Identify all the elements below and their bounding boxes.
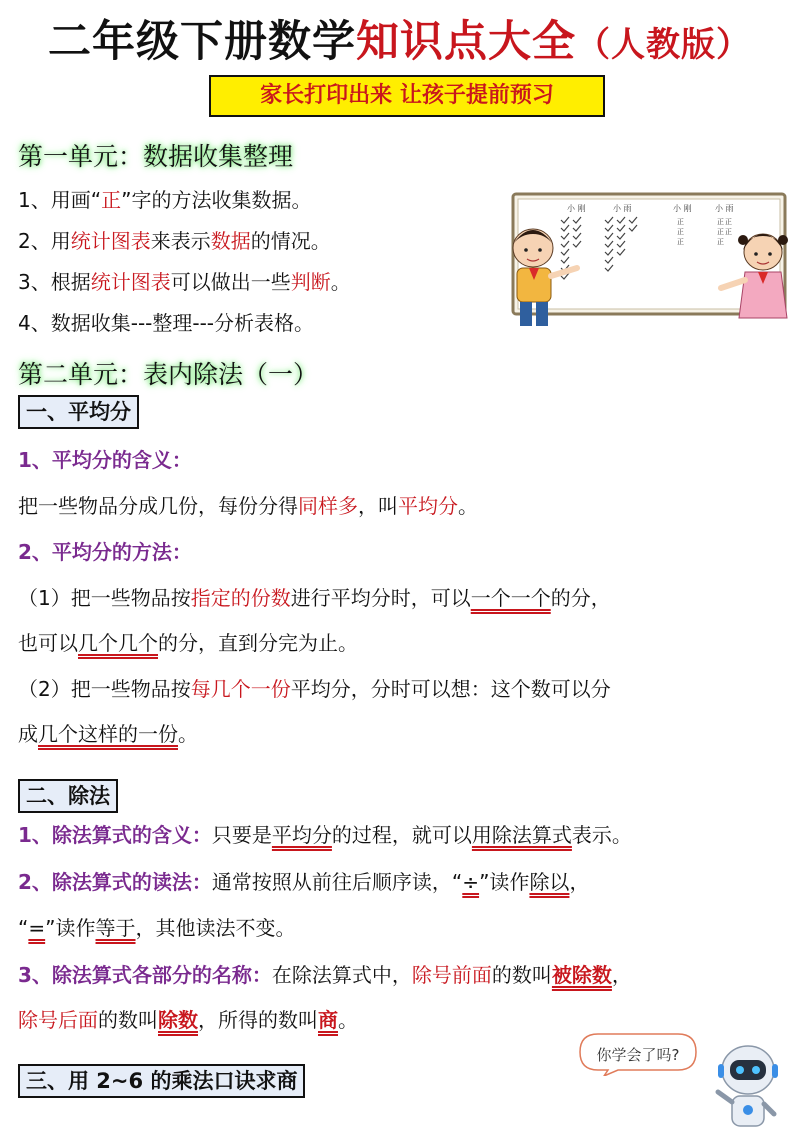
unit1-line-3: 3、根据统计图表可以做出一些判断。	[18, 270, 351, 294]
svg-text:正: 正	[717, 218, 724, 226]
section-multiplication-quotient-header: 三、用 2~6 的乘法口诀求商	[18, 1064, 305, 1098]
svg-text:正: 正	[717, 228, 724, 236]
division-reading: 2、除法算式的读法：通常按照从前往后顺序读，“÷”读作除以，	[18, 870, 590, 894]
svg-text:正: 正	[725, 228, 732, 236]
average-method-question: 2、平均分的方法：	[18, 540, 192, 564]
board-label-1: 小 刚	[567, 204, 586, 213]
unit1-line-2: 2、用统计图表来表示数据的情况。	[18, 229, 331, 253]
tally-board-illustration	[505, 190, 790, 332]
robot-mascot-icon	[708, 1040, 788, 1132]
division-reading-cont: “=”读作等于，其他读法不变。	[18, 916, 296, 940]
division-part-names-cont: 除号后面的数叫除数，所得的数叫商。	[18, 1008, 358, 1032]
title-highlight: 知识点大全	[356, 17, 576, 67]
svg-text:正: 正	[677, 238, 684, 246]
unit1-line-4: 4、数据收集---整理---分析表格。	[18, 311, 315, 335]
svg-text:正: 正	[677, 218, 684, 226]
unit1-line-1: 1、用画“正”字的方法收集数据。	[18, 188, 312, 212]
average-meaning-question: 1、平均分的含义：	[18, 448, 192, 472]
page-title	[0, 8, 799, 69]
unit1-heading: 第一单元：数据收集整理	[18, 142, 294, 171]
average-method-1: （1）把一些物品按指定的份数进行平均分时，可以一个一个的分，	[18, 586, 611, 610]
board-label-4: 小 雨	[715, 204, 734, 213]
average-method-1-cont: 也可以几个几个的分，直到分完为止。	[18, 631, 358, 655]
speech-bubble	[578, 1032, 698, 1076]
subtitle-banner: 家长打印出来 让孩子提前预习	[209, 75, 605, 117]
svg-text:正: 正	[725, 218, 732, 226]
division-part-names: 3、除法算式各部分的名称：在除法算式中，除号前面的数叫被除数，	[18, 963, 632, 987]
unit2-heading: 第二单元：表内除法（一）	[18, 360, 319, 389]
svg-text:正: 正	[717, 238, 724, 246]
speech-bubble-text: 你学会了吗?	[596, 1046, 680, 1064]
title-main: 二年级下册数学	[48, 17, 356, 67]
division-meaning: 1、除法算式的含义：只要是平均分的过程，就可以用除法算式表示。	[18, 823, 632, 847]
average-method-2-cont: 成几个这样的一份。	[18, 722, 198, 746]
section-division-header: 二、除法	[18, 779, 118, 813]
section-average-division-header: 一、平均分	[18, 395, 139, 429]
board-label-2: 小 雨	[613, 204, 632, 213]
title-edition: （人教版）	[576, 25, 751, 65]
svg-text:正: 正	[677, 228, 684, 236]
average-method-2: （2）把一些物品按每几个一份平均分，分时可以想：这个数可以分	[18, 677, 611, 701]
board-label-3: 小 刚	[673, 204, 692, 213]
average-meaning-answer: 把一些物品分成几份，每份分得同样多，叫平均分。	[18, 494, 478, 518]
